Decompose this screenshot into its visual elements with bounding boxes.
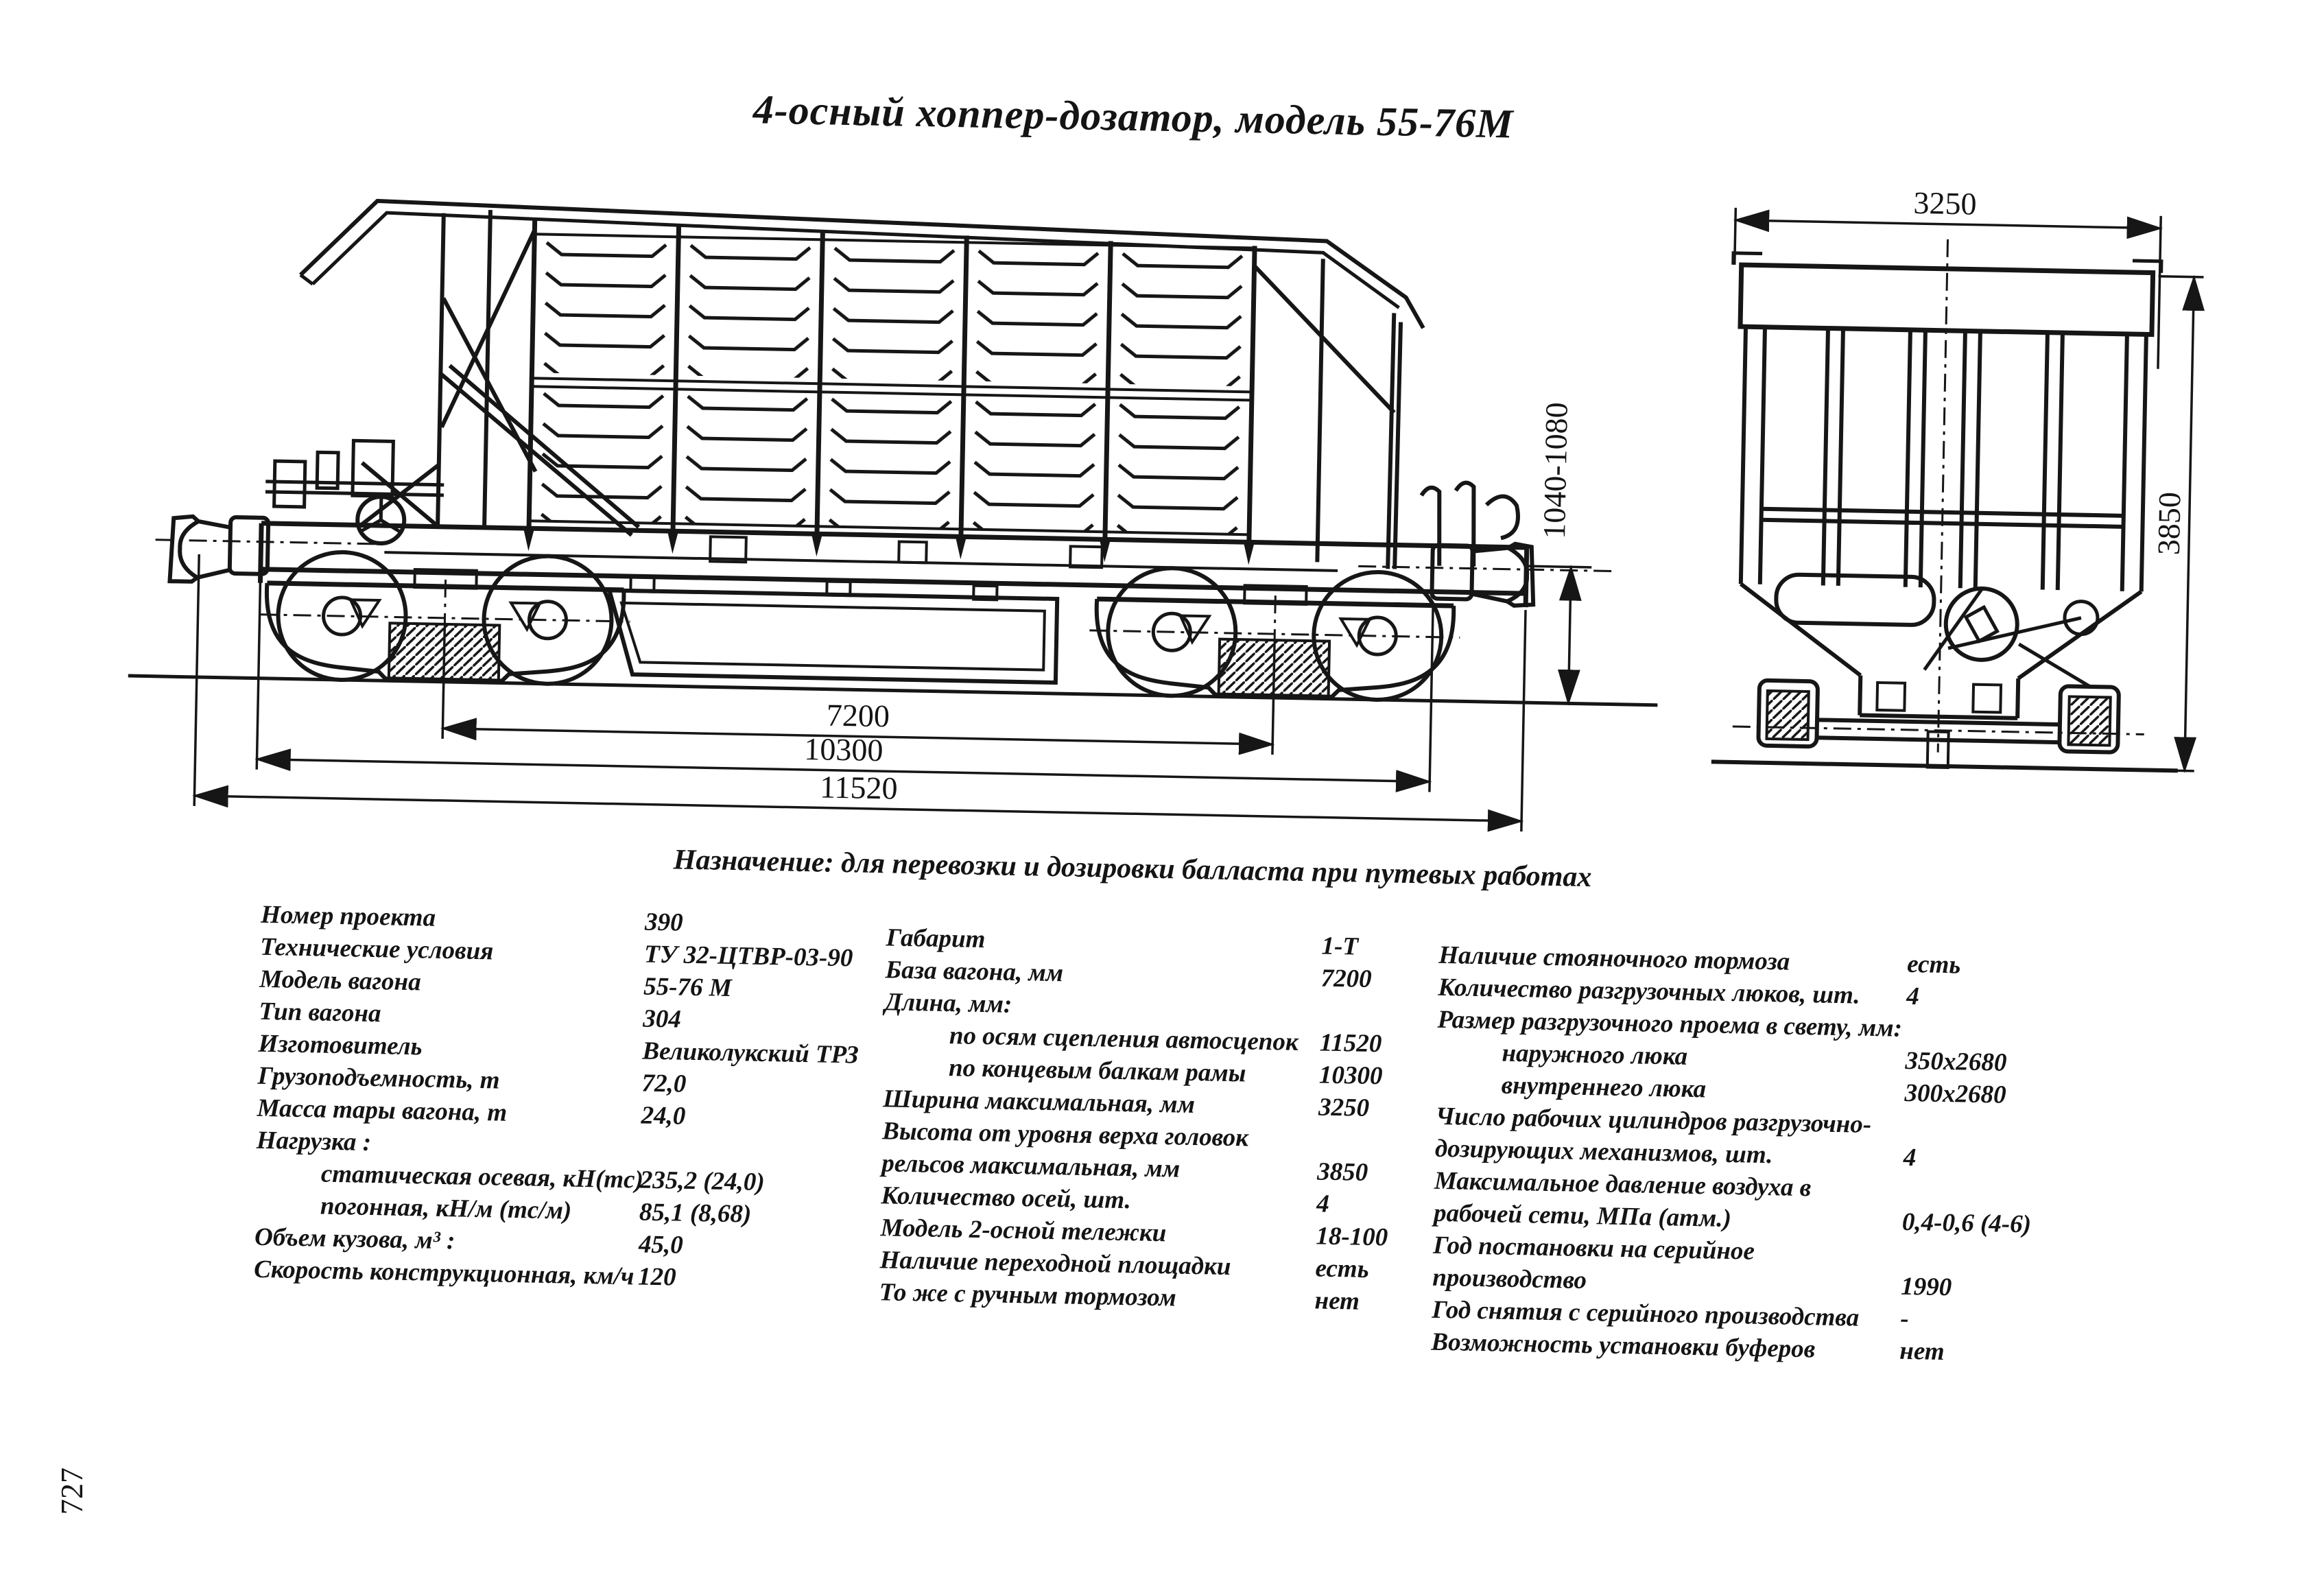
spec-label: наружного люка: [1502, 1039, 1688, 1071]
spec-label: Модель 2-осной тележки: [880, 1214, 1167, 1248]
dim-label-coupler-length: 11520: [819, 769, 899, 806]
spec-label: База вагона, мм: [885, 956, 1064, 988]
spec-label: Нагрузка :: [256, 1126, 372, 1157]
spec-label: Технические условия: [259, 932, 494, 966]
spec-label: Год постановки на серийное: [1432, 1231, 1755, 1266]
spec-value: есть: [1906, 949, 1961, 980]
spec-label: Максимальное давление воздуха в: [1434, 1166, 1812, 1203]
spec-value: 24,0: [641, 1101, 686, 1131]
spec-label: Наличие стояночного тормоза: [1438, 941, 1790, 976]
spec-value: нет: [1899, 1336, 1945, 1367]
spec-value: 85,1 (8,68): [639, 1198, 752, 1229]
spec-value: -: [1899, 1304, 1910, 1334]
spec-label: производство: [1432, 1263, 1587, 1295]
spec-value: 390: [644, 908, 683, 937]
page-number: 727: [54, 1467, 89, 1515]
spec-label: Число рабочих цилиндров разгрузочно-: [1435, 1102, 1872, 1139]
spec-label: Объем кузова, м³ :: [254, 1222, 455, 1255]
spec-label: статическая осевая, кН(тс): [320, 1159, 644, 1194]
spec-label: Тип вагона: [259, 997, 381, 1028]
spec-value: 350x2680: [1905, 1046, 2007, 1077]
spec-value: 4: [1903, 1143, 1917, 1172]
spec-column-3: [1431, 941, 2125, 1373]
spec-value: 300x2680: [1904, 1078, 2006, 1109]
spec-label: Возможность установки буферов: [1431, 1327, 1816, 1364]
dim-label-height: 3850: [2150, 491, 2187, 556]
spec-value: 4: [1316, 1190, 1330, 1218]
spec-value: 1-Т: [1321, 932, 1359, 961]
spec-value: 55-76 М: [643, 972, 733, 1003]
spec-value: 10300: [1318, 1061, 1383, 1091]
spec-value: 0,4-0,6 (4-6): [1901, 1207, 2032, 1239]
spec-label: Габарит: [886, 923, 986, 954]
spec-value: Великолукский ТРЗ: [642, 1037, 859, 1070]
dim-label-width: 3250: [1913, 185, 1978, 222]
technical-drawing: [83, 141, 2251, 936]
spec-label: Наличие переходной площадки: [879, 1246, 1231, 1281]
spec-label: Номер проекта: [260, 900, 436, 932]
spec-label: Скорость конструкционная, км/ч: [253, 1255, 635, 1291]
spec-label: То же с ручным тормозом: [879, 1278, 1177, 1312]
spec-value: 18-100: [1316, 1222, 1388, 1252]
spec-value: 1990: [1900, 1272, 1952, 1302]
spec-value: ТУ 32-ЦТВР-03-90: [643, 940, 853, 973]
spec-label: Длина, мм:: [884, 988, 1012, 1019]
purpose-line: Назначение: для перевозки и дозировки балласта при путевых работах: [673, 844, 1592, 894]
spec-label: Высота от уровня верха головок: [881, 1117, 1249, 1153]
spec-label: Изготовитель: [258, 1029, 423, 1061]
spec-value: нет: [1314, 1286, 1360, 1316]
dim-label-coupler-height: 1040-1080: [1537, 401, 1574, 540]
spec-label: Размер разгрузочного проема в свету, мм:: [1437, 1005, 1903, 1043]
spec-label: Количество разгрузочных люков, шт.: [1438, 973, 1861, 1010]
spec-label: рельсов максимальная, мм: [881, 1149, 1181, 1183]
spec-label: Количество осей, шт.: [881, 1181, 1132, 1215]
dim-label-frame-length: 10300: [803, 731, 884, 768]
spec-value: 120: [637, 1262, 677, 1292]
side-view: [126, 196, 1667, 834]
spec-value: 4: [1906, 982, 1920, 1011]
spec-label: Масса тары вагона, т: [257, 1094, 508, 1127]
spec-value: 3250: [1318, 1093, 1370, 1122]
spec-label: Год снятия с серийного производства: [1432, 1295, 1860, 1332]
page-title: 4-осный хоппер-дозатор, модель 55-76М: [752, 86, 1515, 147]
spec-value: 235,2 (24,0): [639, 1166, 766, 1196]
spec-value: 7200: [1320, 964, 1373, 993]
spec-label: погонная, кН/м (тс/м): [320, 1192, 572, 1225]
spec-value: 11520: [1319, 1028, 1382, 1059]
spec-label: Ширина максимальная, мм: [882, 1085, 1196, 1119]
spec-label: дозирующих механизмов, шт.: [1434, 1134, 1773, 1170]
spec-label: Грузоподъемность, т: [257, 1061, 500, 1095]
spec-value: 72,0: [641, 1069, 687, 1098]
spec-column-2: [879, 923, 1504, 1321]
spec-label: по осям сцепления автосцепок: [949, 1021, 1299, 1056]
spec-label: рабочей сети, МПа (атм.): [1433, 1198, 1732, 1233]
spec-value: есть: [1315, 1254, 1369, 1284]
spec-value: 3850: [1316, 1157, 1368, 1187]
spec-label: внутреннего люка: [1501, 1071, 1707, 1104]
dim-label-base: 7200: [826, 697, 890, 734]
spec-label: по концевым балкам рамы: [948, 1054, 1246, 1088]
spec-column-1: [254, 900, 947, 1300]
spec-value: 304: [642, 1004, 682, 1034]
spec-label: Модель вагона: [259, 965, 422, 997]
end-view: [1711, 182, 2205, 772]
spec-value: 45,0: [638, 1230, 684, 1260]
